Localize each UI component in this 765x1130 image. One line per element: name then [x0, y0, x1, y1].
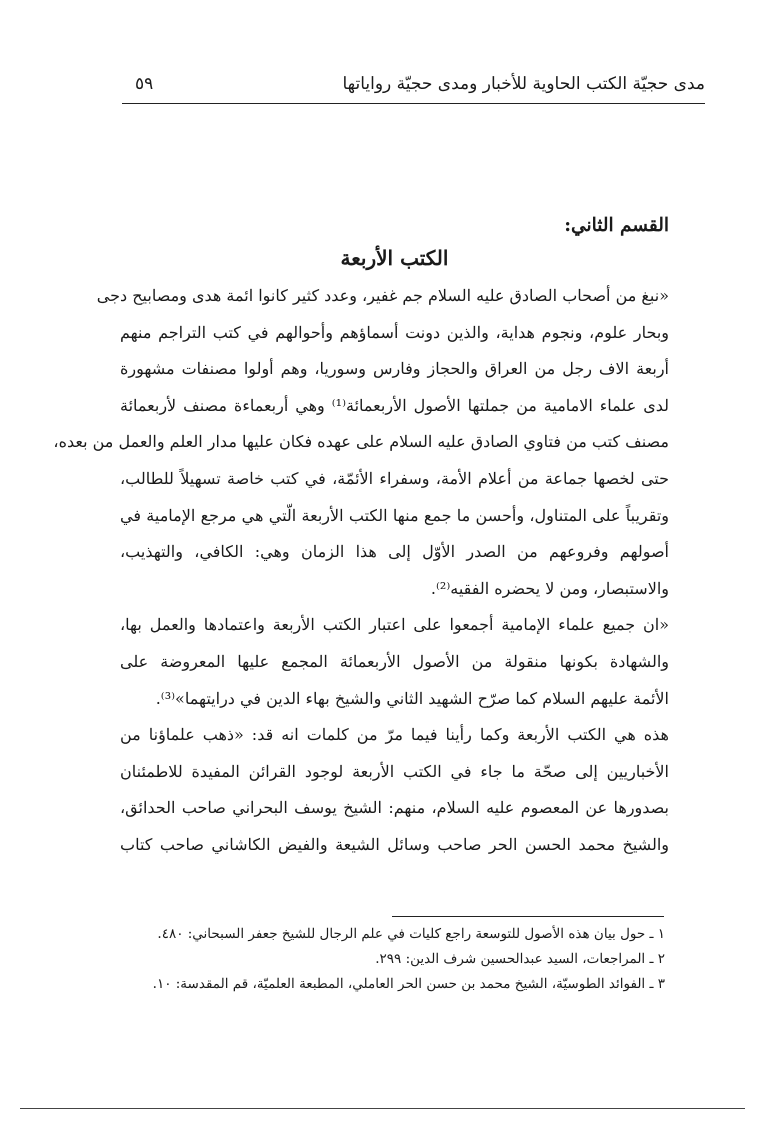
text-line: أربعة الاف رجل من العراق والحجاز وفارس وسوريا، وهم أولوا مصنفات مشهورة — [120, 359, 669, 379]
text-line: وبحار علوم، ونجوم هداية، والذين دونت أسماؤهم وأحوالهم في كتب التراجم منهم — [120, 322, 669, 342]
running-header-title: مدى حجيّة الكتب الحاوية للأخبار ومدى حجيّة رواياتها — [342, 74, 705, 94]
footnote-divider — [392, 916, 664, 917]
scan-edge-line — [20, 1108, 745, 1109]
footnotes — [124, 922, 665, 997]
header-divider — [122, 103, 705, 104]
text-line: أصولهم وفروعهم من الصدر الأوّل إلى هذا الزمان وهي: الكافي، والتهذيب، — [120, 542, 669, 562]
text-line: «ان جميع علماء الإمامية أجمعوا على اعتبار الكتب الأربعة واعتمادها والعمل بها، — [120, 615, 669, 635]
text-line: والاستبصار، ومن لا يحضره الفقيه⁽²⁾. — [430, 578, 669, 598]
text-line: والشيخ محمد الحسن الحر صاحب وسائل الشيعة والفيض الكاشاني صاحب كتاب — [120, 834, 669, 854]
running-header — [135, 74, 705, 102]
text-line: مصنف كتب من فتاوي الصادق عليه السلام على عهده فكان عليها مدار العلم والعمل من بعده، — [53, 432, 669, 452]
text-line: والشهادة بكونها منقولة من الأصول الأربعمائة المجمع عليها المعروضة على — [120, 651, 669, 671]
text-line: «نبغ من أصحاب الصادق عليه السلام جم غفير، وعدد كثير كانوا ائمة هدى ومصابيح دجى — [96, 286, 669, 305]
text-line: بصدورها عن المعصوم عليه السلام، منهم: الشيخ يوسف البحراني صاحب الحدائق، — [120, 798, 669, 818]
text-line: الأخباريين إلى صحّة ما جاء في الكتب الأربعة لوجود القرائن المفيدة للاطمئنان — [120, 761, 669, 781]
footnote: ٢ ـ المراجعات، السيد عبدالحسين شرف الدين: ٢٩٩. — [375, 951, 665, 967]
main-text — [53, 212, 669, 864]
text-line: حتى لخصها جماعة من أعلام الأمة، وسفراء الأئمّة، في كتب خاصة تسهيلاً للطالب، — [120, 468, 669, 488]
text-line: وتقريباً على المتناول، وأحسن ما جمع منها الكتب الأربعة الّتي هي مرجع الإمامية في — [120, 505, 669, 525]
section-label: القسم الثاني: — [564, 215, 669, 236]
footnote: ٣ ـ الفوائد الطوسيّة، الشيخ محمد بن حسن الحر العاملي، المطبعة العلميّة، قم المقدسة: ١٠. — [152, 976, 665, 992]
section-title: الكتب الأربعة — [340, 246, 449, 270]
text-line: هذه هي الكتب الأربعة وكما رأينا فيما مرّ من كلمات انه قد: «ذهب علماؤنا من — [120, 725, 669, 745]
footnote: ١ ـ حول بيان هذه الأصول للتوسعة راجع كليات في علم الرجال للشيخ جعفر السبحاني: ٤٨٠. — [157, 926, 665, 942]
page-number: ٥٩ — [135, 74, 154, 94]
text-line: الأئمة عليهم السلام كما صرّح الشهيد الثاني والشيخ بهاء الدين في درايتهما»⁽³⁾. — [155, 688, 669, 708]
text-line: لدى علماء الامامية من جملتها الأصول الأربعمائة⁽¹⁾ وهي أربعماءة مصنف لأربعمائة — [120, 395, 669, 415]
